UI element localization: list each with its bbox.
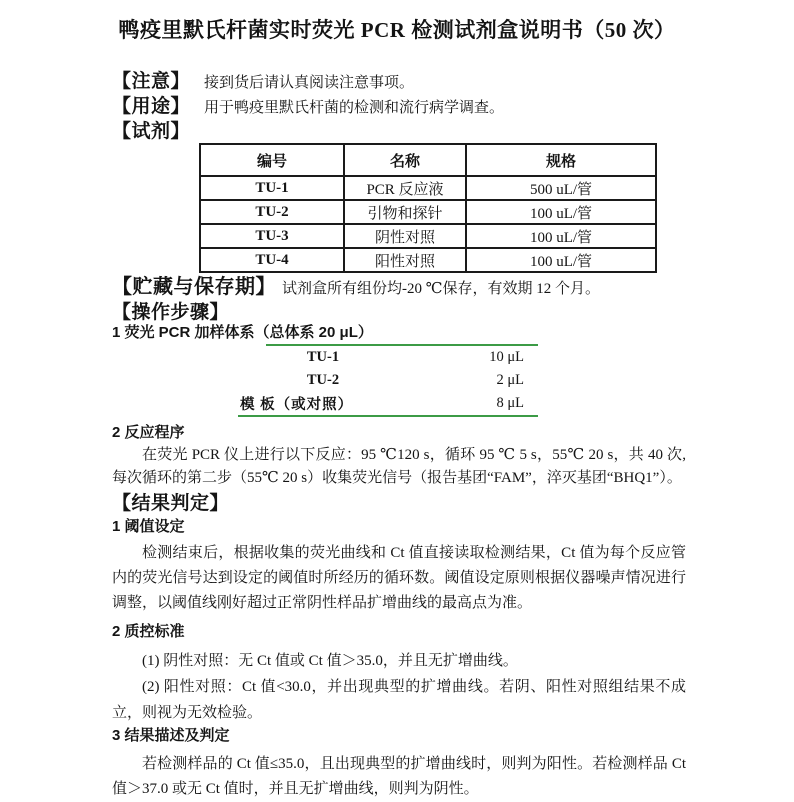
mix-name: 模 板（或对照） [240,397,354,413]
table-row [200,248,656,272]
judgement-paragraph: 若检测样品的 Ct 值≤35.0，且出现典型的扩增曲线时，则判为阳性。若检测样品 Ct 值＞37.0 或无 Ct 值时，并且无扩增曲线，则判为阴性。 [112,756,686,797]
threshold-heading: 1 阈值设定 [112,518,185,535]
section-reagent [112,120,686,143]
cell-name: 阳性对照 [344,248,466,272]
section-result [112,492,686,515]
cell-name: PCR 反应液 [344,176,466,200]
usage-text: 用于鸭疫里默氏杆菌的检测和流行病学调查。 [204,100,505,116]
table-row [200,200,656,224]
cell-name: 引物和探针 [344,200,466,224]
step1-heading: 1 荧光 PCR 加样体系（总体系 20 μL） [112,324,373,341]
notice-text: 接到货后请认真阅读注意事项。 [204,75,415,91]
mix-row [238,346,538,369]
cell-code: TU-2 [200,200,344,224]
cell-spec: 100 uL/管 [466,248,656,272]
cell-spec: 100 uL/管 [466,200,656,224]
qc-item-positive: (2) 阳性对照：Ct 值<30.0，并出现典型的扩增曲线。若阴、阳性对照组结果不成立，则视为无效检验。 [112,679,686,721]
cell-code: TU-1 [200,176,344,200]
section-procedure [112,301,686,324]
col-header-spec: 规格 [466,144,656,176]
mix-row [238,392,538,415]
usage-label: 【用途】 [112,96,191,117]
section-usage [112,95,686,120]
cell-code: TU-3 [200,224,344,248]
section-storage [112,276,686,301]
page-title: 鸭疫里默氏杆菌实时荧光 PCR 检测试剂盒说明书（50 次） [118,18,676,42]
table-row [200,224,656,248]
cell-name: 阴性对照 [344,224,466,248]
storage-label: 【贮藏与保存期】 [112,276,276,298]
document-content [0,70,794,802]
mix-name: TU-2 [306,372,340,388]
section-notice [112,70,686,95]
qc-heading: 2 质控标准 [112,623,185,640]
mix-row [238,369,538,392]
storage-text: 试剂盒所有组份均-20 ℃保存，有效期 12 个月。 [282,281,601,297]
cell-code: TU-4 [200,248,344,272]
judgement-heading: 3 结果描述及判定 [112,727,230,744]
notice-label: 【注意】 [112,71,191,92]
mix-volume: 2 μL [496,372,524,388]
step2-paragraph: 在荧光 PCR 仪上进行以下反应：95 ℃120 s，循环 95 ℃ 5 s，55℃ 20 s，共 40 次, 每次循环的第二步（55℃ 20 s）收集荧光信号（报告基团“FAM”，淬灭基团“BHQ1”）。 [112,447,686,486]
procedure-label: 【操作步骤】 [112,302,230,323]
mix-name: TU-1 [306,349,340,365]
qc-item-negative: (1) 阴性对照：无 Ct 值或 Ct 值＞35.0，并且无扩增曲线。 [142,653,518,669]
mix-volume: 8 μL [496,395,524,411]
col-header-name: 名称 [344,144,466,176]
threshold-paragraph: 检测结束后，根据收集的荧光曲线和 Ct 值直接读取检测结果，Ct 值为每个反应管内的荧光信号达到设定的阈值时所经历的循环数。阈值设定原则根据仪器噪声情况进行调整，以阈值线刚好超过正常阴性样品扩增曲线的最高点为准。 [112,545,686,611]
mix-table-bottom-rule [238,415,538,417]
reagent-label: 【试剂】 [112,121,191,142]
result-label: 【结果判定】 [112,493,230,514]
table-row [200,176,656,200]
reagent-table [199,143,657,273]
step2-heading: 2 反应程序 [112,424,185,441]
cell-spec: 100 uL/管 [466,224,656,248]
col-header-code: 编号 [200,144,344,176]
reagent-table-header-row [200,144,656,176]
mix-volume-table [238,344,538,417]
cell-spec: 500 uL/管 [466,176,656,200]
mix-volume: 10 μL [489,349,524,365]
